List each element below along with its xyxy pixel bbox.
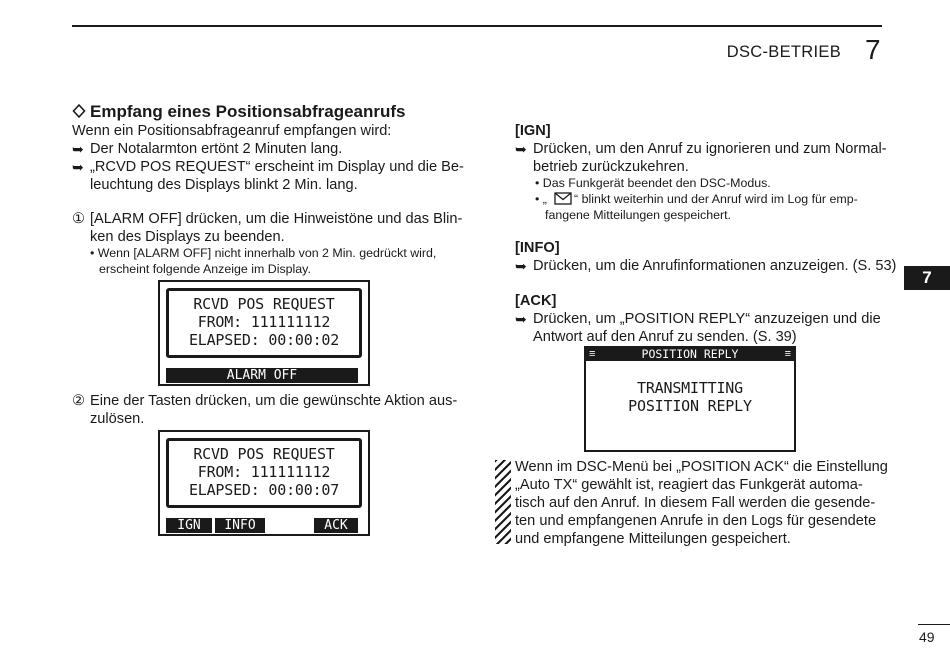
step-1-number: ① — [72, 211, 86, 227]
info-line1: Drücken, um die Anrufinformationen anzuzeigen. (S. 53) — [533, 258, 897, 274]
menu-icon: ≡ — [589, 348, 596, 360]
right-arrow-icon: ➥ — [515, 311, 527, 327]
arrow-item-2-line2: leuchtung des Displays blinkt 2 Min. lang. — [90, 177, 358, 193]
note-line4: ten und empfangenen Anrufe in den Logs für gesendete — [515, 513, 877, 529]
step-2-line1: Eine der Tasten drücken, um die gewünschte Aktion aus- — [90, 393, 458, 409]
ign-heading: [IGN] — [515, 123, 551, 139]
lcd-display-options — [158, 430, 370, 536]
arrow-item-2-line1: „RCVD POS REQUEST“ erscheint im Display und die Be- — [90, 159, 464, 175]
arrow-item-1: Der Notalarmton ertönt 2 Minuten lang. — [90, 141, 343, 157]
lcd-display-alarm — [158, 280, 370, 386]
ign-line2: betrieb zurückzukehren. — [533, 159, 689, 175]
info-heading: [INFO] — [515, 240, 560, 256]
step-1-bullet-line1: • Wenn [ALARM OFF] nicht innerhalb von 2 Min. gedrückt wird, — [90, 246, 437, 260]
step-1-line2: ken des Displays zu beenden. — [90, 229, 285, 245]
lcd-display-position-reply — [584, 346, 796, 452]
right-arrow-icon: ➥ — [72, 159, 84, 175]
softkey-info[interactable]: INFO — [215, 518, 265, 533]
lcd-title-bar — [586, 348, 794, 361]
lcd-line-1: RCVD POS REQUEST — [193, 295, 335, 313]
ign-bullet-2-line2: fangene Mitteilungen gespeichert. — [545, 208, 731, 222]
step-1-line1: [ALARM OFF] drücken, um die Hinweistöne und das Blin- — [90, 211, 463, 227]
menu-icon: ≡ — [784, 348, 791, 360]
ign-bullet-1: • Das Funkgerät beendet den DSC-Modus. — [535, 176, 771, 190]
lcd-softkey-bar — [160, 368, 368, 384]
ack-line1: Drücken, um „POSITION REPLY“ anzuzeigen und die — [533, 311, 881, 327]
chapter-number: 7 — [865, 34, 881, 65]
bottom-rule — [918, 624, 950, 625]
lcd-line-2: FROM: 111111112 — [197, 463, 331, 481]
softkey-ack[interactable]: ACK — [314, 518, 358, 533]
top-rule — [72, 25, 882, 27]
note-hatch-icon — [495, 460, 511, 544]
section-heading: Empfang eines Positionsabfrageanrufs — [90, 102, 406, 121]
note-line1: Wenn im DSC-Menü bei „POSITION ACK“ die Einstellung — [515, 459, 888, 475]
ack-line2: Antwort auf den Anruf zu senden. (S. 39) — [533, 329, 797, 345]
lcd-line-2: FROM: 111111112 — [197, 313, 331, 331]
ign-bullet-2-prefix: • „ — [535, 192, 547, 206]
right-arrow-icon: ➥ — [72, 141, 84, 157]
step-1-bullet-line2: erscheint folgende Anzeige im Display. — [99, 262, 311, 276]
step-2-line2: zulösen. — [90, 411, 145, 427]
right-arrow-icon: ➥ — [515, 141, 527, 157]
lcd-screen-frame — [166, 288, 362, 358]
lcd-line-3: ELAPSED: 00:00:07 — [188, 481, 340, 499]
step-2-number: ② — [72, 393, 86, 409]
chapter-title: DSC-BETRIEB — [726, 43, 841, 61]
page-number: 49 — [919, 629, 935, 645]
chapter-side-tab[interactable]: 7 — [904, 266, 950, 290]
lcd-line-1: RCVD POS REQUEST — [193, 445, 335, 463]
lcd-line-1: TRANSMITTING — [637, 379, 743, 397]
softkey-alarm-off[interactable]: ALARM OFF — [166, 368, 358, 383]
lcd-line-3: ELAPSED: 00:00:02 — [188, 331, 340, 349]
ign-line1: Drücken, um den Anruf zu ignorieren und zum Normal- — [533, 141, 887, 157]
lcd-title: POSITION REPLY — [641, 347, 739, 361]
right-arrow-icon: ➥ — [515, 258, 527, 274]
intro-text: Wenn ein Positionsabfrageanruf empfangen wird: — [72, 123, 392, 139]
lcd-screen-frame — [166, 438, 362, 508]
lcd-line-2: POSITION REPLY — [628, 397, 752, 415]
diamond-outline-icon — [72, 103, 86, 124]
note-line2: „Auto TX“ gewählt ist, reagiert das Funkgerät automa- — [515, 477, 863, 493]
ign-bullet-2-line1: “ blinkt weiterhin und der Anruf wird im Log für emp- — [574, 192, 858, 206]
lcd-softkey-bar — [160, 518, 368, 534]
note-line3: tisch auf den Anruf. In diesem Fall werden die gesende- — [515, 495, 876, 511]
ack-heading: [ACK] — [515, 293, 557, 309]
softkey-ign[interactable]: IGN — [166, 518, 212, 533]
note-line5: und empfangene Mitteilungen gespeichert. — [515, 531, 791, 547]
